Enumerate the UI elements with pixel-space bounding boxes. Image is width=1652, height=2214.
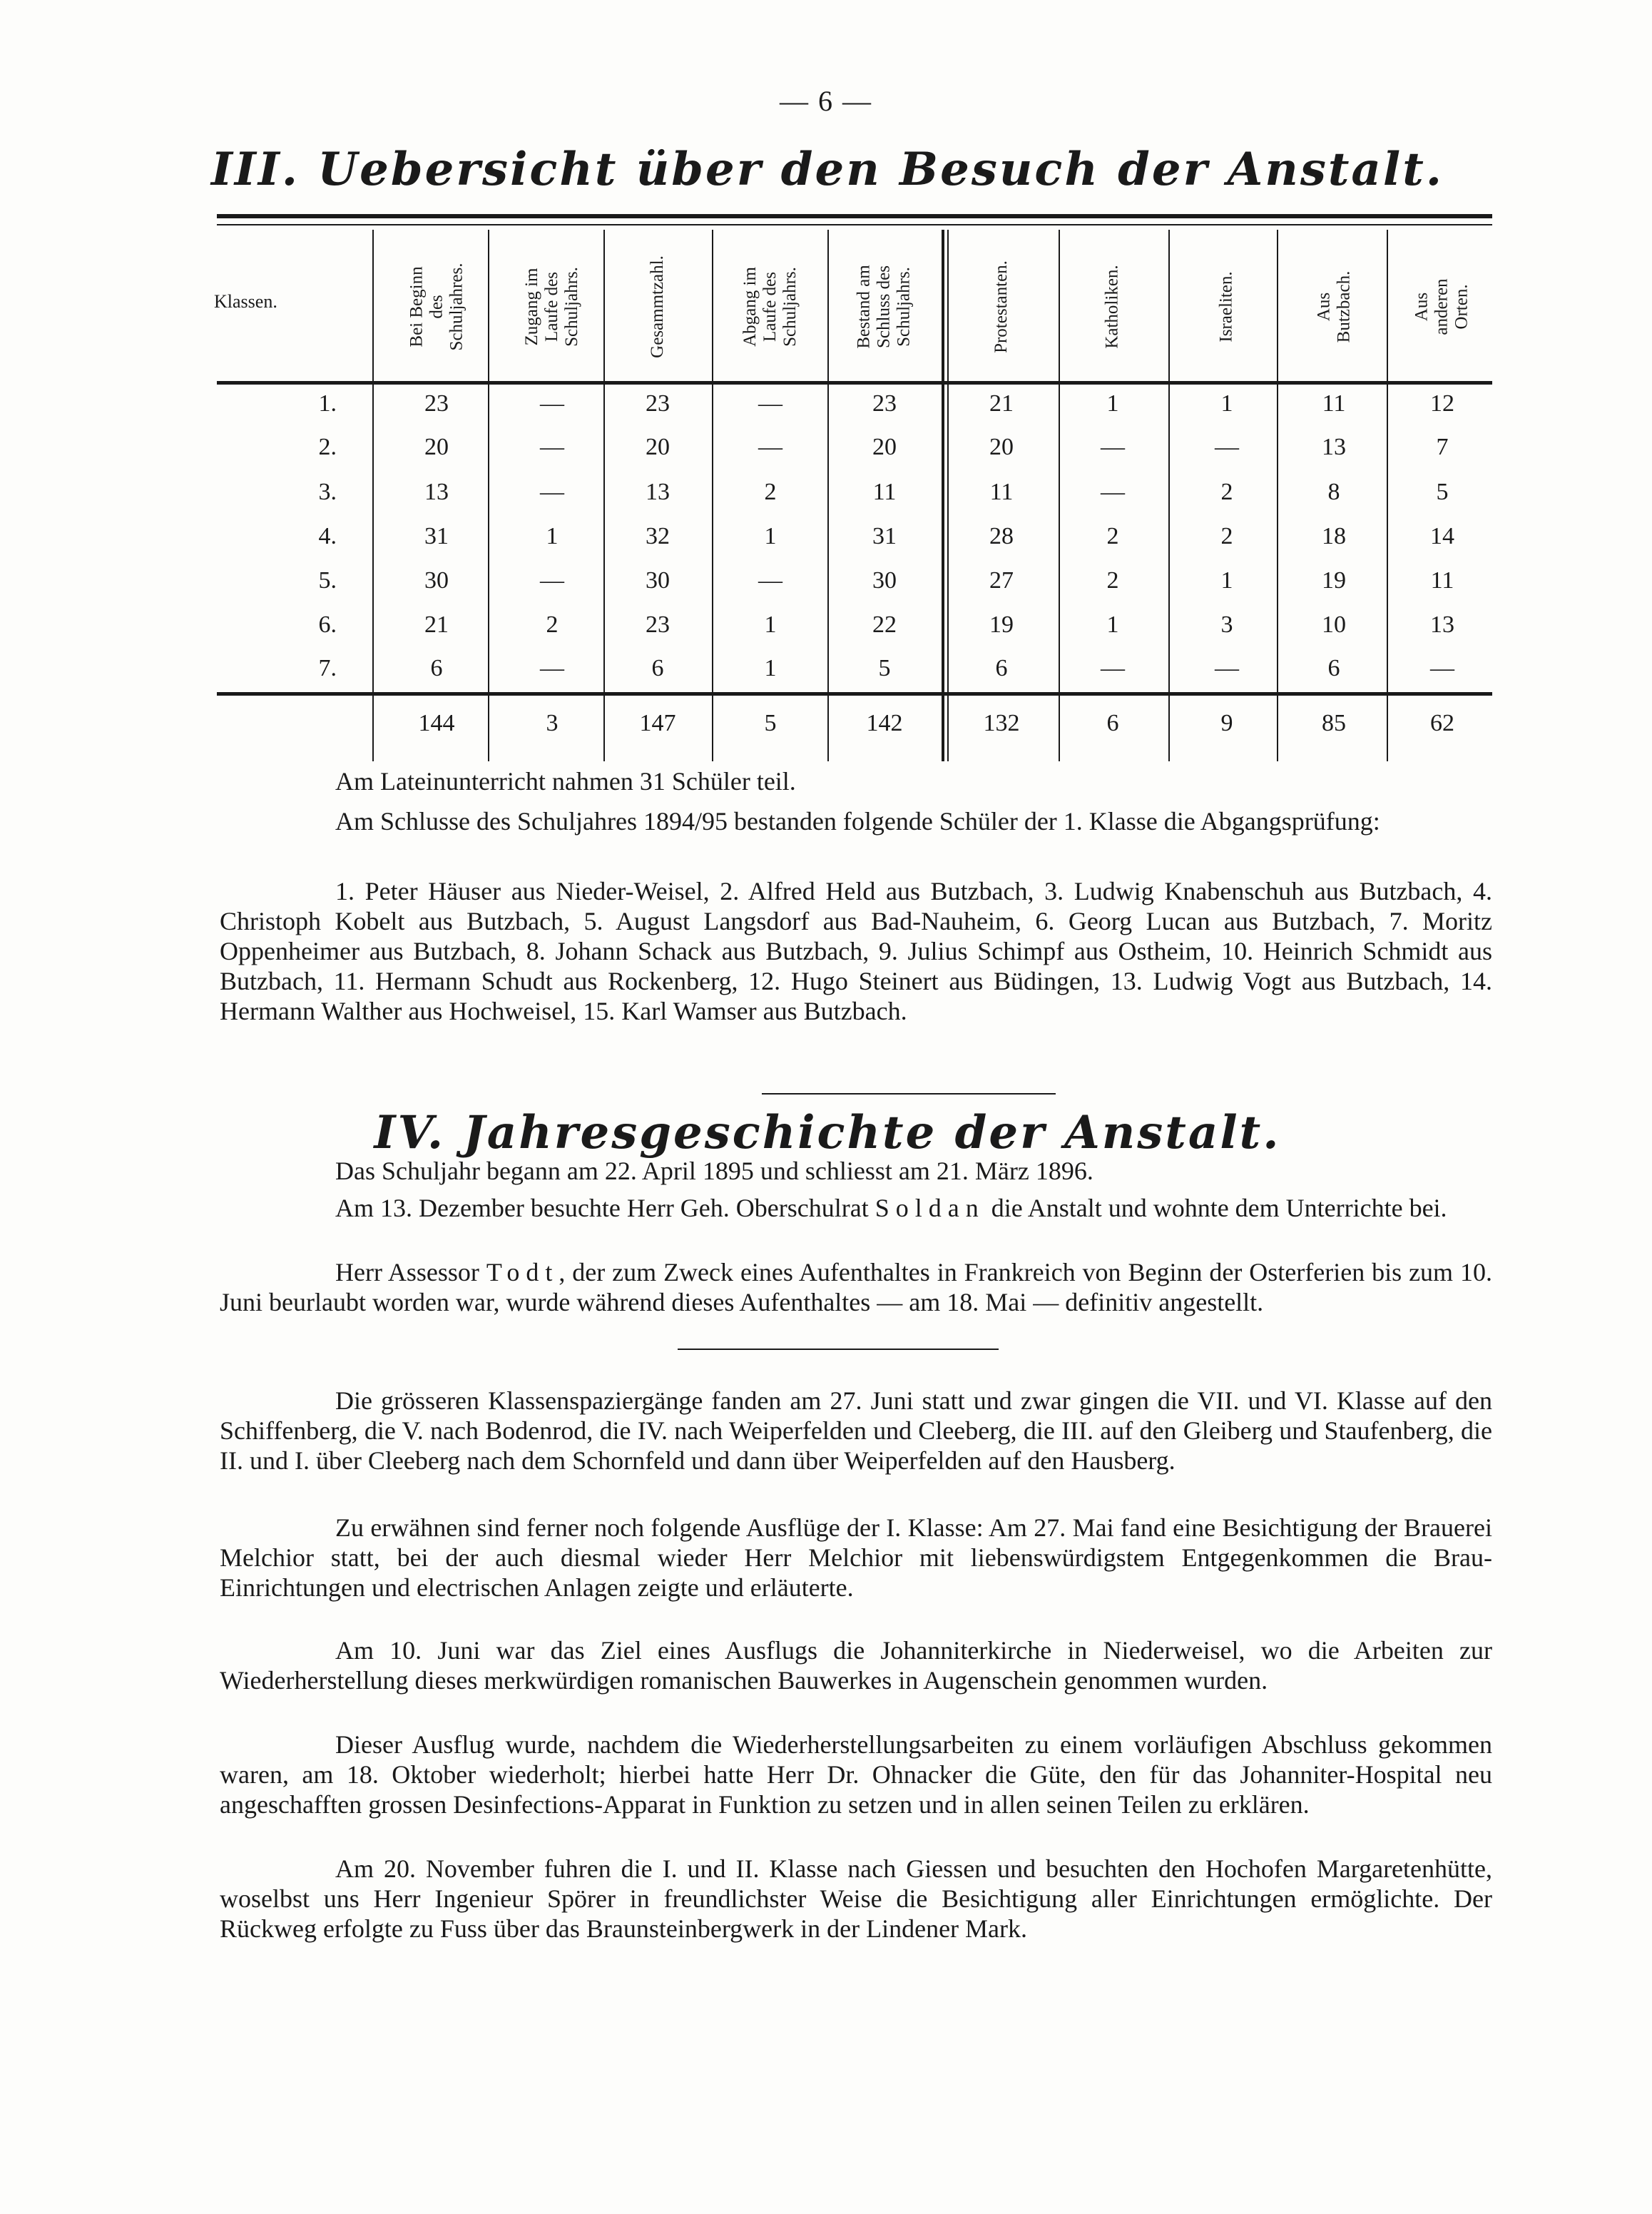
latin-note: Am Lateinunterricht nahmen 31 Schüler teil. [335,767,796,796]
column-header [831,235,938,378]
table-cell: 23 [872,390,897,417]
table-cell: 6 [430,655,443,681]
row-label: 7. [318,655,337,681]
table-cell: 30 [646,567,670,594]
chronicle-p8: Am 20. November fuhren die I. und II. Klasse nach Giessen und besuchten den Hochofen Margaretenhütte, woselbst uns Herr Ingenieur Spörer in freundlichster Weise die Besichtigung aller Einrichtungen ermöglichte. Der Rückweg erfolgte zu Fuss über das Braunsteinbergwerk in der Lindener Mark. [220,1854,1492,1943]
column-separator [1168,230,1170,381]
table-cell: 19 [989,611,1014,638]
column-header [1280,235,1387,378]
table-cell: 6 [995,655,1008,681]
column-separator [712,696,713,761]
table-cell: 13 [1430,611,1454,638]
table-cell: 6 [651,655,664,681]
table-cell: — [540,567,564,594]
total-cell: 85 [1322,710,1346,736]
column-header [1173,235,1280,378]
chronicle-p1: Das Schuljahr begann am 22. April 1895 und schliesst am 21. März 1896. [335,1157,1093,1185]
chronicle-p5: Zu erwähnen sind ferner noch folgende Ausflüge der I. Klasse: Am 27. Mai fand eine Besichtigung der Brauerei Melchior statt, bei der auch diesmal wieder Herr Melchior mit liebenswürdigstem Entgegenkommen die Brau-Einrichtungen und electrischen Anlagen zeigte und erläuterte. [220,1513,1492,1602]
total-cell: 3 [546,710,559,736]
table-cell: 1 [764,523,777,549]
table-cell: 27 [989,567,1014,594]
table-cell: — [1215,655,1239,681]
table-cell: — [1101,434,1125,460]
table-cell: 11 [1322,390,1346,417]
table-cell: 2 [1106,567,1119,594]
table-cell: 3 [1220,611,1233,638]
column-header [717,235,824,378]
table-cell: 23 [424,390,449,417]
table-cell: 1 [1220,390,1233,417]
table-cell: 20 [989,434,1014,460]
column-separator [1168,696,1170,761]
table-cell: 1 [546,523,559,549]
table-cell: — [1101,479,1125,505]
column-header [1389,235,1496,378]
table-cell: 23 [646,390,670,417]
column-separator [712,230,713,381]
column-separator [372,385,374,692]
column-separator [942,696,944,761]
row-label: 6. [318,611,337,638]
table-cell: 11 [1430,567,1454,594]
table-cell: 13 [424,479,449,505]
table-cell: 21 [424,611,449,638]
table-cell: — [1101,655,1125,681]
column-header-label: Protestanten. [991,260,1011,353]
table-cell: 18 [1322,523,1346,549]
column-header [948,235,1055,378]
table-cell: 30 [424,567,449,594]
table-cell: 7 [1436,434,1449,460]
table-cell: 13 [646,479,670,505]
table-cell: 1 [1106,611,1119,638]
table-cell: 1 [764,611,777,638]
table-cell: — [1430,655,1454,681]
paragraph-end-rule [678,1349,999,1350]
classes-header: Klassen. [214,291,277,312]
column-header-label: Katholiken. [1103,265,1122,349]
table-cell: 32 [646,523,670,549]
table-cell: 22 [872,611,897,638]
table-cell: 1 [1220,567,1233,594]
total-cell: 9 [1220,710,1233,736]
table-cell: 6 [1327,655,1340,681]
table-cell: — [540,655,564,681]
row-label: 3. [318,479,337,505]
chronicle-p2-post: die Anstalt und wohnte dem Unterrichte bei. [991,1194,1447,1222]
column-header [604,235,711,378]
table-cell: — [540,390,564,417]
column-separator [372,696,374,761]
column-header-label: Bestand am Schluss des Schuljahrs. [855,265,914,349]
person-name-soldan: Soldan [875,1194,985,1222]
column-separator [827,385,829,692]
row-label: 5. [318,567,337,594]
column-separator [712,385,713,692]
table-cell: 1 [1106,390,1119,417]
chronicle-p6: Am 10. Juni war das Ziel eines Ausflugs die Johanniterkirche in Niederweisel, wo die Arbeiten zur Wiederherstellung dieses merkwürdigen romanischen Bauwerkes in Augenschein genommen wurden. [220,1636,1492,1695]
table-cell: 11 [989,479,1014,505]
table-cell: — [1215,434,1239,460]
column-separator [827,696,829,761]
column-header-label: Gesammtzahl. [647,255,667,358]
table-cell: 14 [1430,523,1454,549]
chronicle-p7: Dieser Ausflug wurde, nachdem die Wiederherstellungsarbeiten zu einem vorläufigen Abschluss gekommen waren, am 18. Oktober wiederholt; hierbei hatte Herr Dr. Ohnacker die Güte, den für das Johanniter-Hospital neu angeschafften grossen Desinfections-Apparat in Funktion zu setzen und in allen seinen Teilen zu erklären. [220,1730,1492,1819]
total-cell: 147 [639,710,676,736]
row-label: 4. [318,523,337,549]
total-cell: 144 [418,710,455,736]
column-header-label: Israeliten. [1216,271,1236,342]
table-cell: 2 [1220,479,1233,505]
table-cell: 2 [1106,523,1119,549]
exam-names: 1. Peter Häuser aus Nieder-Weisel, 2. Alfred Held aus Butzbach, 3. Ludwig Knabenschuh aus Butzbach, 4. Christoph Kobelt aus Butzbach, 5. August Langsdorf aus Bad-Nauheim, 6. Georg Lucan aus Butzbach, 7. Moritz Oppenheimer aus Butzbach, 8. Johann Schack aus Butzbach, 9. Julius Schimpf aus Ostheim, 10. Heinrich Schmidt aus Butzbach, 11. Hermann Schudt aus Rockenberg, 12. Hugo Steinert aus Büdingen, 13. Ludwig Vogt aus Butzbach, 14. Hermann Walther aus Hochweisel, 15. Karl Wamser aus Butzbach. [220,877,1492,1025]
table-cell: 30 [872,567,897,594]
table-cell: 20 [646,434,670,460]
column-separator [942,385,944,692]
chronicle-p2 [220,1193,1492,1223]
table-cell: 2 [1220,523,1233,549]
table-cell: 31 [424,523,449,549]
chronicle-p2-pre: Am 13. Dezember besuchte Herr Geh. Oberschulrat [335,1194,869,1222]
table-cell: 19 [1322,567,1346,594]
section-4-title: IV. Jahresgeschichte der Anstalt. [374,1106,1281,1159]
chronicle-p3-pre: Herr Assessor [335,1258,479,1286]
column-separator [372,230,374,381]
table-header-rule [217,381,1492,385]
table-cell: — [758,434,782,460]
table-cell: — [758,390,782,417]
table-cell: 8 [1327,479,1340,505]
column-separator [1168,385,1170,692]
table-cell: 21 [989,390,1014,417]
table-cell: 13 [1322,434,1346,460]
total-cell: 132 [983,710,1020,736]
total-cell: 62 [1430,710,1454,736]
column-header-label: Aus anderen Orten. [1412,278,1472,335]
column-header [1059,235,1166,378]
table-cell: 31 [872,523,897,549]
table-total-rule [217,692,1492,696]
column-header-label: Bei Beginn des Schuljahres. [406,263,466,351]
table-cell: — [540,479,564,505]
table-cell: 11 [872,479,897,505]
column-header-label: Zugang im Laufe des Schuljahrs. [521,267,581,347]
table-cell: 20 [872,434,897,460]
table-top-rule-thick [217,214,1492,218]
table-cell: 28 [989,523,1014,549]
row-label: 1. [318,390,337,417]
table-cell: 1 [764,655,777,681]
chronicle-p3 [220,1257,1492,1317]
column-separator [827,230,829,381]
table-cell: — [540,434,564,460]
total-cell: 6 [1106,710,1119,736]
total-cell: 142 [866,710,903,736]
table-cell: 12 [1430,390,1454,417]
table-cell: 2 [764,479,777,505]
chronicle-p3-post: , der zum Zweck eines Aufenthaltes in Frankreich von Beginn der Osterferien bis zum 10. Juni beurlaubt worden war, wurde während dieses Aufenthaltes — am 18. Mai — definitiv angestellt. [220,1258,1492,1316]
table-cell: 20 [424,434,449,460]
column-separator [942,230,944,381]
row-label: 2. [318,434,337,460]
page-number: — 6 — [780,85,872,117]
section-3-title: III. Uebersicht über den Besuch der Anstalt. [210,143,1444,196]
table-cell: 5 [878,655,891,681]
person-name-todt: Todt [486,1258,559,1286]
column-header [383,235,490,378]
table-top-rule-thin [217,224,1492,225]
column-header-label: Aus Butzbach. [1313,270,1353,343]
separator-rule [762,1093,1056,1095]
exam-intro: Am Schlusse des Schuljahres 1894/95 bestanden folgende Schüler der 1. Klasse die Abgangsprüfung: [335,807,1380,836]
table-cell: 5 [1436,479,1449,505]
table-cell: 10 [1322,611,1346,638]
table-cell: 23 [646,611,670,638]
total-cell: 5 [764,710,777,736]
column-header-label: Abgang im Laufe des Schuljahrs. [740,267,800,347]
column-header [499,235,606,378]
table-cell: 2 [546,611,559,638]
chronicle-p4: Die grösseren Klassenspaziergänge fanden am 27. Juni statt und zwar gingen die VII. und VI. Klasse auf den Schiffenberg, die V. nach Bodenrod, die IV. nach Weiperfelden und Cleeberg, die III. auf den Gleiberg und Staufenberg, die II. und I. über Cleeberg nach dem Schornfeld und dann über Weiperfelden auf den Hausberg. [220,1386,1492,1475]
table-cell: — [758,567,782,594]
